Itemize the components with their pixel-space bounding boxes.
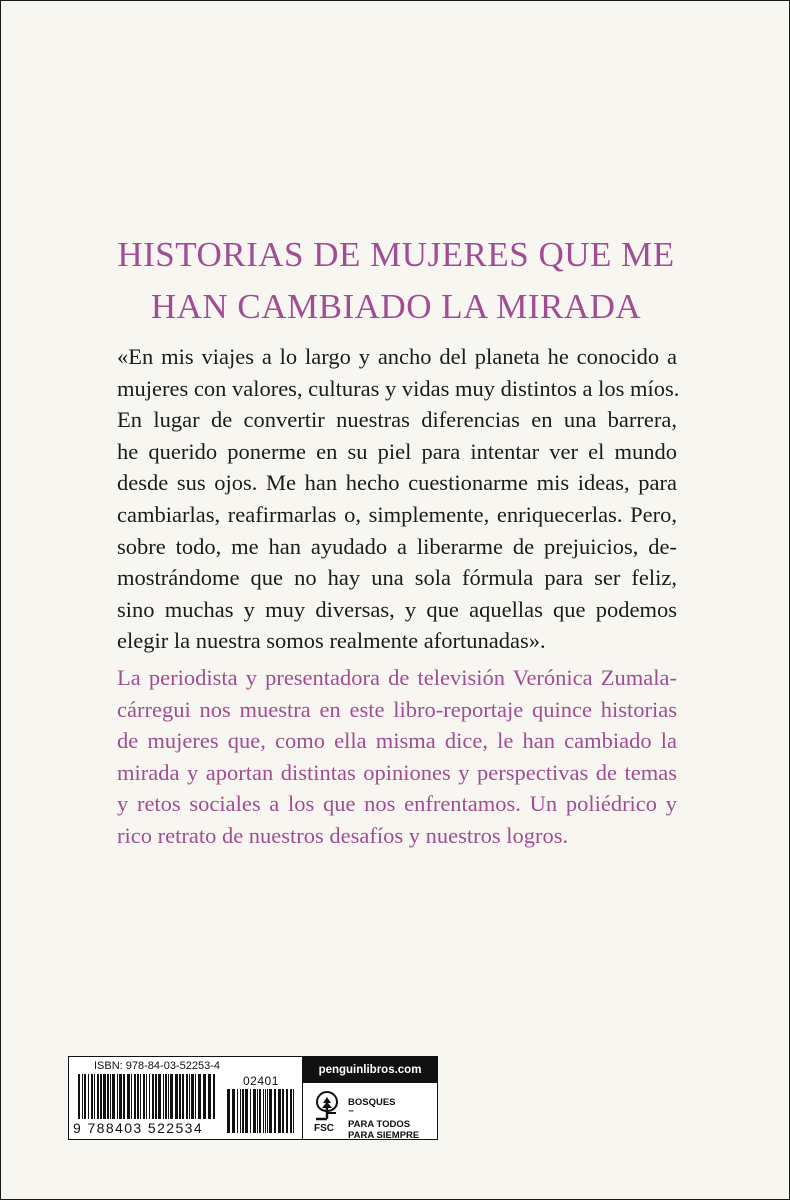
barcode-bar: [152, 1074, 154, 1119]
barcode-bar: [91, 1074, 93, 1119]
barcode-bar: [265, 1089, 266, 1133]
barcode-bar: [117, 1074, 118, 1119]
author-quote: [117, 341, 680, 657]
quote-line: elegir la nuestra somos realmente afortunadas».: [117, 628, 546, 654]
barcode-bar: [140, 1074, 141, 1119]
barcode-bar: [112, 1074, 115, 1119]
slogan-line-3: PARA SIEMPRE: [348, 1130, 420, 1141]
barcode-bar: [94, 1074, 95, 1119]
barcode-bar: [227, 1089, 230, 1133]
barcode-bar: [158, 1074, 161, 1119]
barcode-bar: [165, 1074, 167, 1119]
isbn-barcode: [68, 1056, 304, 1140]
heading-line-2: HAN CAMBIADO LA MIRADA: [150, 287, 642, 326]
barcode-bar: [84, 1074, 86, 1119]
barcode-bar: [250, 1089, 251, 1133]
heading-line-1: HISTORIAS DE MUJERES QUE ME: [117, 235, 675, 274]
barcode-bar: [100, 1074, 102, 1119]
barcode-bar: [119, 1074, 122, 1119]
barcode-bar: [97, 1074, 99, 1119]
barcode-bar: [257, 1089, 258, 1133]
synopsis-line: La periodista y presentadora de televisión Verónica Zumala-: [117, 665, 677, 690]
barcode-bar: [213, 1074, 215, 1119]
fsc-slogan: [348, 1097, 419, 1141]
ean-barcode-bars: [78, 1074, 218, 1121]
barcode-bar: [274, 1089, 276, 1133]
cover-heading: [1, 229, 790, 333]
quote-line: «En mis viajes a lo largo y ancho del planeta he conocido a: [117, 344, 677, 369]
quote-line: En lugar de convertir nuestras diferencias en una barrera,: [117, 407, 677, 433]
barcode-bar: [189, 1074, 190, 1119]
barcode-bar: [263, 1089, 264, 1133]
publisher-box: [302, 1056, 438, 1140]
quote-line: he querido ponerme en su piel para intentar ver el mundo: [117, 438, 677, 464]
barcode-bar: [259, 1089, 261, 1133]
barcode-bar: [191, 1074, 194, 1119]
slogan-line-1: BOSQUES: [348, 1097, 396, 1108]
barcode-bar: [240, 1089, 241, 1133]
barcode-bar: [146, 1074, 147, 1119]
barcode-bar: [107, 1074, 109, 1119]
slogan-line-2: PARA TODOS: [348, 1119, 411, 1130]
barcode-bar: [127, 1074, 130, 1119]
barcode-bar: [282, 1089, 284, 1133]
synopsis-line: mirada y aportan distintas opiniones y perspectivas de temas: [117, 759, 677, 785]
barcode-bar: [175, 1074, 178, 1119]
barcode-bar: [149, 1074, 150, 1119]
publisher-url: penguinlibros.com: [303, 1057, 437, 1083]
barcode-bar: [170, 1074, 173, 1119]
synopsis-line: rico retrato de nuestros desafíos y nuestros logros.: [117, 822, 569, 848]
barcode-bar: [232, 1089, 235, 1133]
barcode-bar: [182, 1074, 184, 1119]
addon-barcode-bars: [227, 1089, 297, 1135]
synopsis-line: y retos sociales a los que nos enfrentamos. Un poliédrico y: [117, 791, 677, 817]
barcode-bar: [168, 1074, 169, 1119]
quote-line: cambiarlas, reafirmarlas o, simplemente, enriquecerlas. Pero,: [117, 501, 677, 527]
barcode-bar: [242, 1089, 244, 1133]
barcode-bar: [88, 1074, 89, 1119]
barcode-bar: [163, 1074, 164, 1119]
barcode-bar: [195, 1074, 196, 1119]
barcode-bar: [267, 1089, 268, 1133]
fsc-tree-icon: [312, 1089, 342, 1123]
barcode-bar: [134, 1074, 136, 1119]
barcode-bar: [245, 1089, 248, 1133]
barcode-bar: [123, 1074, 125, 1119]
barcode-bar: [278, 1089, 281, 1133]
quote-line: desde sus ojos. Me han hecho cuestionarme mis ideas, para: [117, 470, 677, 496]
barcode-bar: [203, 1074, 206, 1119]
isbn-number: ISBN: 978-84-03-52253-4: [94, 1060, 220, 1072]
barcode-bar: [143, 1074, 145, 1119]
barcode-bar: [103, 1074, 106, 1119]
ean-digits: 9 788403 522534: [73, 1120, 203, 1136]
barcode-bar: [179, 1074, 181, 1119]
barcode-bar: [131, 1074, 132, 1119]
quote-line: mujeres con valores, culturas y vidas muy distintos a los míos.: [117, 375, 680, 401]
quote-line: sino muchas y muy diversas, y que aquellas que podemos: [117, 596, 677, 622]
barcode-bar: [253, 1089, 256, 1133]
barcode-bar: [78, 1074, 80, 1119]
barcode-bar: [155, 1074, 157, 1119]
barcode-bar: [293, 1089, 294, 1133]
barcode-bar: [208, 1074, 211, 1119]
barcode-bar: [237, 1089, 238, 1133]
fsc-label: FSC: [314, 1123, 334, 1134]
barcode-bar: [286, 1089, 288, 1133]
quote-line: mostrándome que no hay una sola fórmula para ser feliz,: [117, 565, 677, 591]
barcode-bar: [186, 1074, 188, 1119]
barcode-bar: [198, 1074, 201, 1119]
barcode-bar: [290, 1089, 292, 1133]
barcode-bar: [110, 1074, 111, 1119]
synopsis-line: cárregui nos muestra en este libro-reportaje quince historias: [117, 696, 677, 722]
book-synopsis: [117, 662, 677, 852]
barcode-bar: [82, 1074, 83, 1119]
quote-line: sobre todo, me han ayudado a liberarme de prejuicios, de-: [117, 533, 677, 559]
synopsis-line: de mujeres que, como ella misma dice, le han cambiado la: [117, 728, 677, 754]
barcode-bar: [269, 1089, 272, 1133]
trademark-mark: ™: [348, 1110, 354, 1116]
addon-digits: 02401: [243, 1074, 279, 1088]
barcode-bar: [137, 1074, 139, 1119]
